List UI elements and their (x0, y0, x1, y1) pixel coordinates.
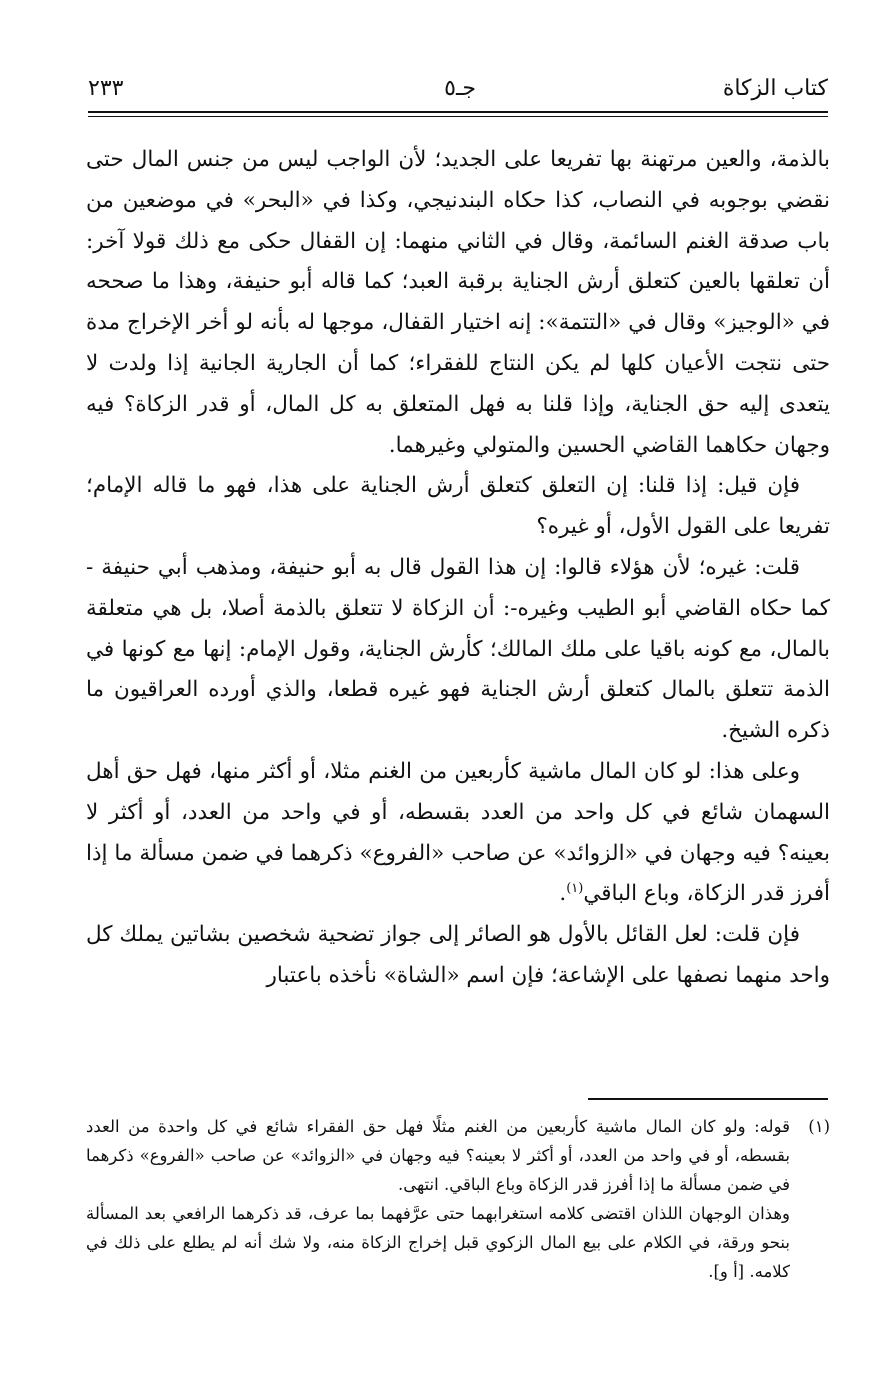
footnote-separator (588, 1098, 828, 1100)
paragraph-1: بالذمة، والعين مرتهنة بها تفريعا على الجديد؛ لأن الواجب ليس من جنس المال حتى نقضي بوجوبه في النصاب، كذا حكاه البندنيجي، وكذا في «البحر» في موضعين من باب صدقة الغنم السائمة، وقال في الثاني منهما: إن القفال حكى مع ذلك قولا آخر: أن تعلقها بالعين كتعلق أرش الجناية برقبة العبد؛ كما قاله أبو حنيفة، وهذا ما صححه في «الوجيز» وقال في «التتمة»: إنه اختيار القفال، موجها له بأنه لو أخر الإخراج مدة حتى نتجت الأعيان كلها لم يكن النتاج للفقراء؛ كما أن الجارية الجانية إذا ولدت لا يتعدى إليه حق الجناية، وإذا قلنا به فهل المتعلق به كل المال، أو قدر الزكاة؟ فيه وجهان حكاهما القاضي الحسين والمتولي وغيرهما. (86, 147, 830, 458)
footnote-1-continuation: وهذان الوجهان اللذان اقتضى كلامه استغرابهما حتى عرَّفهما بما عرف، قد ذكرهما الرافعي بعد المسألة بنحو ورقة، في الكلام على بيع المال الزكوي قبل إخراج الزكاة منه، ولا شك أنه لم يطلع على ذلك في كلامه. [أ و]. (86, 1204, 790, 1281)
header-rule-thick (88, 111, 828, 113)
paragraph-4-end: . (559, 881, 567, 907)
header-page-number: ٢٣٣ (88, 76, 124, 101)
running-header (88, 74, 828, 110)
paragraph-4-text: وعلى هذا: لو كان المال ماشية كأربعين من الغنم مثلا، أو أكثر منها، فهل حق أهل السهمان شائع في كل واحد من العدد بقسطه، أو في واحد من العدد، أو أكثر لا بعينه؟ فيه وجهان في «الزوائد» عن صاحب «الفروع» ذكرهما في ضمن مسألة ما إذا أفرز قدر الزكاة، وباع الباقي (86, 758, 830, 907)
footnote-1-number: (١) (808, 1117, 830, 1136)
footnote-1-text: قوله: ولو كان المال ماشية كأربعين من الغنم مثلًا فهل حق الفقراء شائع في كل واحدة من العدد بقسطه، أو في واحد من العدد، أو أكثر لا بعينه؟ فيه وجهان في «الزوائد» عن صاحب «الفروع» ذكرهما في ضمن مسألة ما إذا أفرز قدر الزكاة وباع الباقي. انتهى. (86, 1117, 790, 1194)
footnote-reference-1[interactable]: (١) (566, 881, 584, 897)
paragraph-5: فإن قلت: لعل القائل بالأول هو الصائر إلى جواز تضحية شخصين بشاتين يملك كل واحد منهما نصفها على الإشاعة؛ فإن اسم «الشاة» نأخذه باعتبار (86, 922, 830, 988)
main-text (86, 140, 830, 997)
paragraph-4 (86, 752, 830, 915)
header-volume: جـ٥ (444, 76, 476, 101)
footnote-1 (86, 1112, 830, 1199)
paragraph-2: فإن قيل: إذا قلنا: إن التعلق كتعلق أرش الجناية على هذا، فهو ما قاله الإمام؛ تفريعا على القول الأول، أو غيره؟ (86, 473, 830, 540)
header-book-title: كتاب الزكاة (722, 76, 828, 101)
footnotes (86, 1112, 830, 1286)
header-rule-thin (88, 116, 828, 117)
paragraph-3: قلت: غيره؛ لأن هؤلاء قالوا: إن هذا القول قال به أبو حنيفة، ومذهب أبي حنيفة - كما حكاه القاضي أبو الطيب وغيره-: أن الزكاة لا تتعلق بالذمة أصلا، بل هي متعلقة بالمال، مع كونه باقيا على ملك المالك؛ كأرش الجناية، وقول الإمام: إنها مع كونها في الذمة تتعلق بالمال كتعلق أرش الجناية فهو غيره قطعا، والذي أورده العراقيون ما ذكره الشيخ. (86, 554, 830, 744)
